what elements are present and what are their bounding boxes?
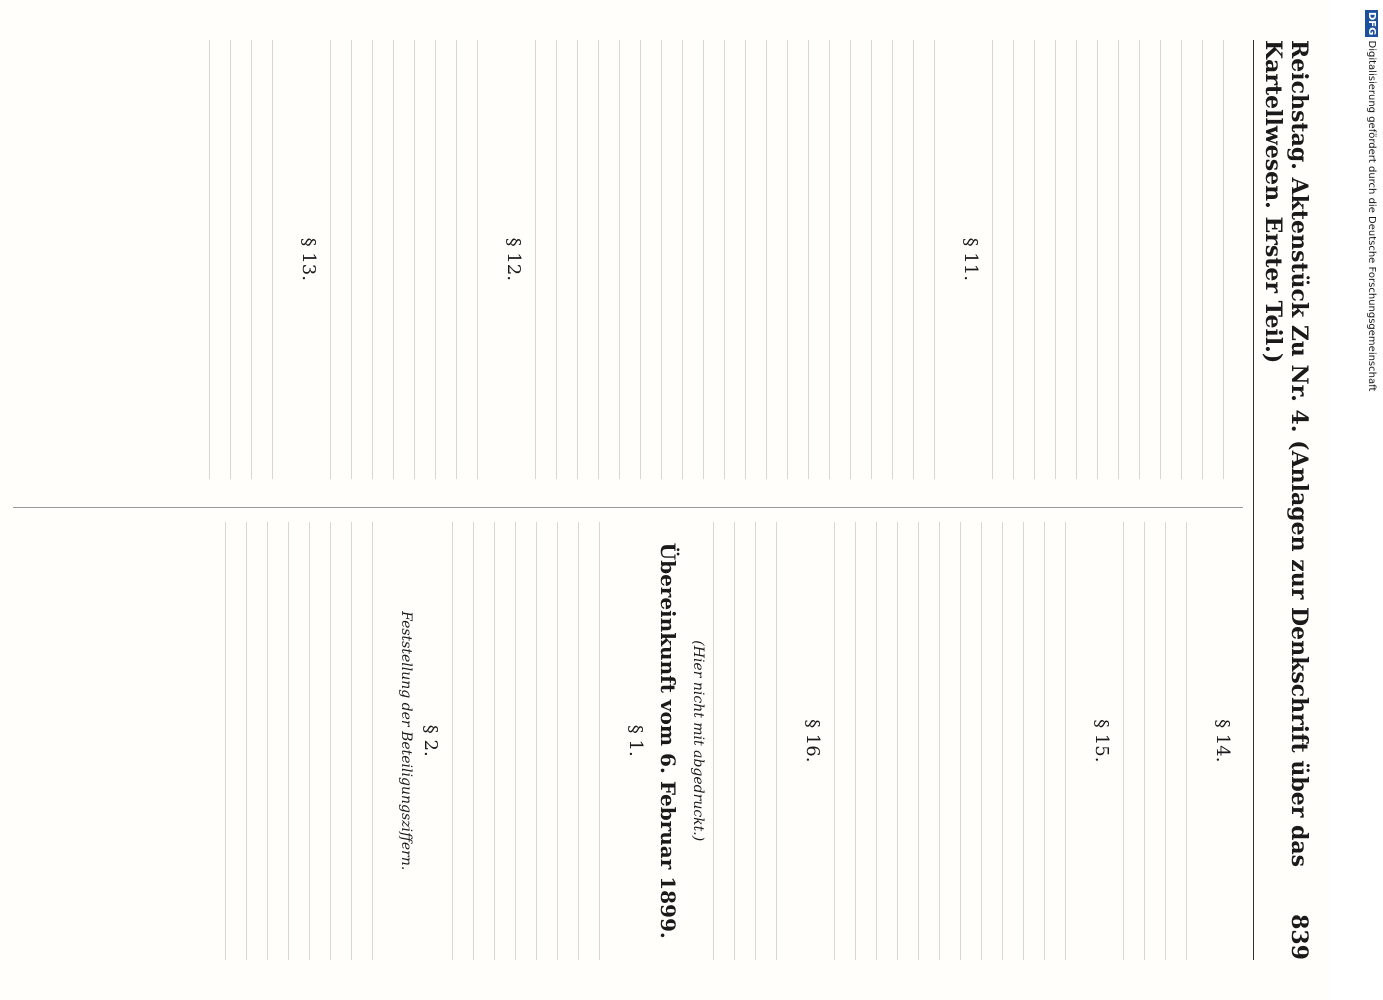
digitization-stamp <box>1357 10 1377 990</box>
agreement-title: Übereinkunft vom 6. Februar 1899. <box>656 542 680 939</box>
stamp-text: Digitalisierung gefördert durch die Deutsche Forschungsgemeinschaft <box>1366 40 1377 392</box>
column-right <box>13 507 1243 961</box>
column-left <box>13 40 1243 479</box>
body-paragraph <box>712 522 796 961</box>
dfg-badge: DFG <box>1366 12 1377 36</box>
section-heading: § 12. <box>503 237 524 281</box>
body-paragraph <box>1159 40 1243 479</box>
running-title: Reichstag. Aktenstück Zu Nr. 4. (Anlagen zur Denkschrift über das Kartellwesen. Erster Teil.) <box>1260 40 1312 868</box>
header-rule <box>1253 40 1254 960</box>
body-paragraph <box>786 40 954 479</box>
section-heading: § 16. <box>802 719 823 763</box>
body-paragraph <box>991 40 1159 479</box>
omitted-note: (Hier nicht mit abgedruckt.) <box>690 640 706 842</box>
page-header <box>1254 40 1312 960</box>
page-number: 839 <box>1286 914 1312 960</box>
body-paragraph <box>1122 522 1206 961</box>
body-paragraph <box>224 522 392 961</box>
body-paragraph <box>534 40 786 479</box>
section-heading: § 15. <box>1091 719 1112 763</box>
section-heading: § 1. <box>625 724 646 757</box>
section-heading: § 11. <box>960 237 981 281</box>
section-heading: § 2. <box>420 724 441 757</box>
section-heading: § 13. <box>298 237 319 281</box>
subheading: Feststellung der Beteiligungsziffern. <box>398 611 414 871</box>
body-paragraph <box>208 40 292 479</box>
body-paragraph <box>329 40 497 479</box>
body-paragraph <box>451 522 619 961</box>
body-paragraph <box>833 522 1085 961</box>
section-heading: § 14. <box>1212 719 1233 763</box>
